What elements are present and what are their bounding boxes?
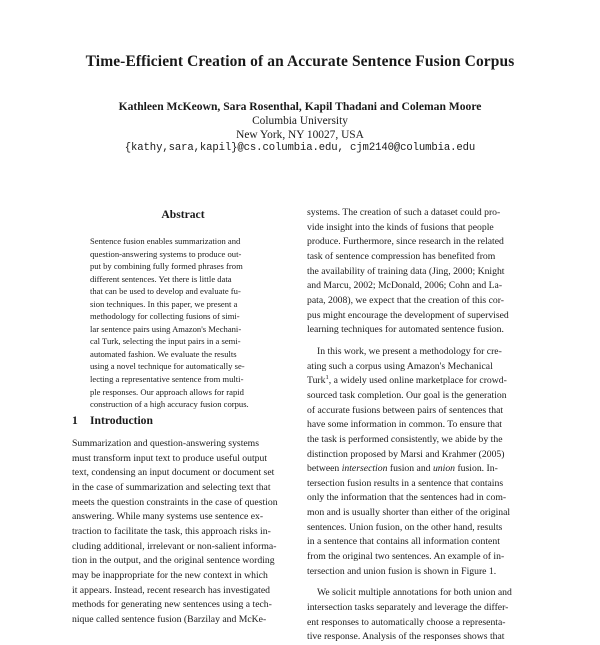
abstract-line: question-answering systems to produce out- <box>90 248 242 259</box>
body-line: tive response. Analysis of the responses shows that <box>307 631 505 643</box>
body-line: it appears. Instead, recent research has investigated <box>72 584 270 596</box>
body-line: of accurate fusions between pairs of sentences that <box>307 404 504 416</box>
body-text: , a widely used online marketplace for crowd- <box>328 375 507 387</box>
abstract-line: construction of a high accuracy fusion corpus. <box>90 399 249 410</box>
body-line: learning techniques for automated sentence fusion. <box>307 324 504 336</box>
body-line: vide insight into the kinds of fusions that people <box>307 221 494 233</box>
abstract-body <box>90 235 276 411</box>
section-heading <box>72 414 153 427</box>
body-text: Turk <box>307 375 326 387</box>
body-line: In this work, we present a methodology for cre- <box>317 345 502 357</box>
emphasis-term: union <box>432 463 456 475</box>
body-line: cluding additional, irrelevant or non-salient informa- <box>72 540 277 552</box>
body-line: and Marcu, 2002; McDonald, 2006; Cohn and La- <box>307 280 503 292</box>
emphasis-term: intersection <box>341 463 388 475</box>
section-title: Introduction <box>90 414 153 427</box>
affiliation-address: New York, NY 10027, USA <box>236 129 364 141</box>
body-line: only the information that the sentences had in com- <box>307 492 507 504</box>
body-line: ating such a corpus using Amazon's Mechanical <box>307 360 493 372</box>
body-line: distinction proposed by Marsi and Krahmer (2005) <box>307 448 505 460</box>
body-line: methods for generating new sentences using a tech- <box>72 599 272 611</box>
abstract-heading: Abstract <box>161 208 205 221</box>
body-line: systems. The creation of such a dataset could pro- <box>307 207 501 218</box>
body-text: fusion. In- <box>455 463 498 475</box>
body-line: meets the question constraints in the case of question <box>72 496 278 508</box>
author-emails: {kathy,sara,kapil}@cs.columbia.edu, cjm2140@columbia.edu <box>124 142 476 154</box>
body-line: text, condensing an input document or document set <box>72 467 275 479</box>
abstract-line: sion techniques. In this paper, we present a <box>90 298 238 309</box>
body-text: between <box>307 463 342 475</box>
body-line: have some information in common. To ensure that <box>307 419 503 431</box>
body-line: ent responses to automatically choose a representa- <box>307 616 506 628</box>
abstract-line: methodology for collecting fusions of simi- <box>90 311 240 322</box>
section-number: 1 <box>72 414 78 427</box>
body-line <box>307 462 531 477</box>
body-line: in the case of summarization and selecting text that <box>72 481 271 493</box>
body-line: Summarization and question-answering systems <box>72 438 259 449</box>
body-line: We solicit multiple annotations for both union and <box>317 587 512 599</box>
abstract-line: lar sentence pairs using Amazon's Mechani- <box>90 323 242 334</box>
body-line: nique called sentence fusion (Barzilay and McKe- <box>72 613 267 625</box>
abstract-line: automated fashion. We evaluate the results <box>90 348 237 359</box>
footnote-marker: 1 <box>325 373 329 381</box>
abstract-line: lecting a representative sentence from multi- <box>90 374 244 385</box>
left-column-body <box>72 437 296 628</box>
affiliation-institution: Columbia University <box>252 115 348 127</box>
body-line: pus might encourage the development of supervised <box>307 309 509 321</box>
right-column-body <box>307 206 531 645</box>
body-line: task of sentence compression has benefited from <box>307 250 496 262</box>
abstract-line: cal Turk, selecting the input pairs in a semi- <box>90 336 241 347</box>
body-line: sourced task completion. Our goal is the generation <box>307 389 507 401</box>
abstract-line: Sentence fusion enables summarization and <box>90 236 241 246</box>
body-line: must transform input text to produce useful output <box>72 452 268 464</box>
body-line: answering. While many systems use sentence ex- <box>72 511 264 523</box>
body-line: tersection and union fusion is shown in Figure 1. <box>307 565 497 577</box>
abstract-line: that can be used to develop and evaluate fu- <box>90 286 241 297</box>
body-line: sentences. Union fusion, on the other hand, results <box>307 521 503 533</box>
abstract-line: put by combining fully formed phrases from <box>90 261 243 272</box>
body-line: traction to facilitate the task, this approach risks in- <box>72 525 271 537</box>
abstract-line: ple responses. Our approach allows for rapid <box>90 386 244 397</box>
body-line: pata, 2008), we expect that the creation of this cor- <box>307 294 504 306</box>
abstract-line: different sentences. Yet there is little data <box>90 273 232 284</box>
abstract-line: using a novel technique for automatically se- <box>90 361 245 372</box>
body-line: intersection tasks separately and leverage the differ- <box>307 602 509 614</box>
body-text: fusion and <box>387 463 433 475</box>
body-line: tersection fusion results in a sentence that contains <box>307 477 504 489</box>
body-line: in a sentence that contains all information content <box>307 536 500 548</box>
body-line: produce. Furthermore, since research in the related <box>307 236 504 248</box>
paper-title: Time-Efficient Creation of an Accurate Sentence Fusion Corpus <box>85 53 515 70</box>
body-line: the task is performed consistently, we abide by the <box>307 433 503 445</box>
author-list: Kathleen McKeown, Sara Rosenthal, Kapil Thadani and Coleman Moore <box>118 100 482 113</box>
body-line: may be inappropriate for the new context in which <box>72 569 268 581</box>
body-line: from the original two sentences. An example of in- <box>307 551 505 563</box>
body-line: the availability of training data (Jing, 2000; Knight <box>307 265 505 277</box>
body-line: mon and is usually shorter than either of the original <box>307 507 511 519</box>
body-line: tion in the output, and the original sentence wording <box>72 555 275 567</box>
body-line <box>307 374 531 389</box>
